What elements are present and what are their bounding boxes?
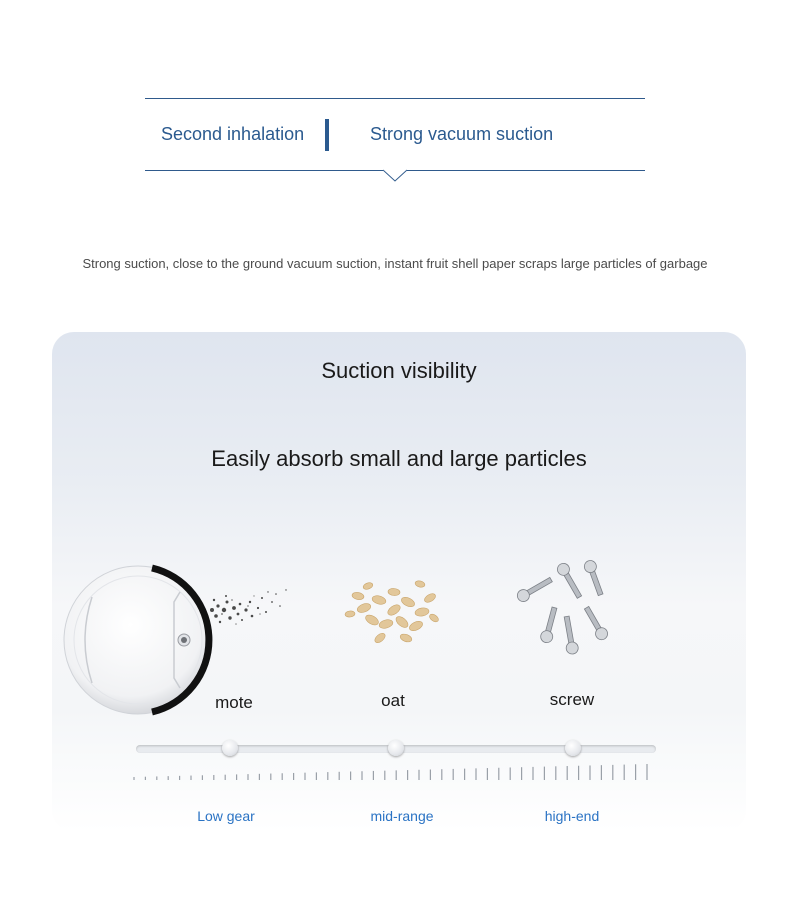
gear-label-low: Low gear <box>197 808 255 824</box>
item-label-screw: screw <box>549 690 595 709</box>
header-left-title: Second inhalation <box>161 124 305 144</box>
mote-dust-icon <box>202 580 292 640</box>
slider-knob-high[interactable] <box>565 740 581 756</box>
header-right-title: Strong vacuum suction <box>370 124 554 144</box>
gear-label-mid: mid-range <box>370 808 434 824</box>
header-notch-icon <box>383 164 407 182</box>
slider-knob-low[interactable] <box>222 740 238 756</box>
panel-title: Suction visibility <box>321 358 477 383</box>
header-top-rule <box>145 98 645 99</box>
level-tick-scale <box>132 760 662 782</box>
item-label-oat: oat <box>381 691 405 710</box>
panel-subtitle: Easily absorb small and large particles <box>211 446 587 471</box>
gear-label-high: high-end <box>544 808 600 824</box>
item-label-mote: mote <box>215 693 253 712</box>
header-separator <box>325 119 329 151</box>
oat-flakes-icon <box>334 568 454 658</box>
screws-icon <box>514 560 624 656</box>
slider-knob-mid[interactable] <box>388 740 404 756</box>
suction-panel <box>52 332 746 832</box>
description-text: Strong suction, close to the ground vacuum suction, instant fruit shell paper scraps large particles of garbage <box>82 256 708 271</box>
